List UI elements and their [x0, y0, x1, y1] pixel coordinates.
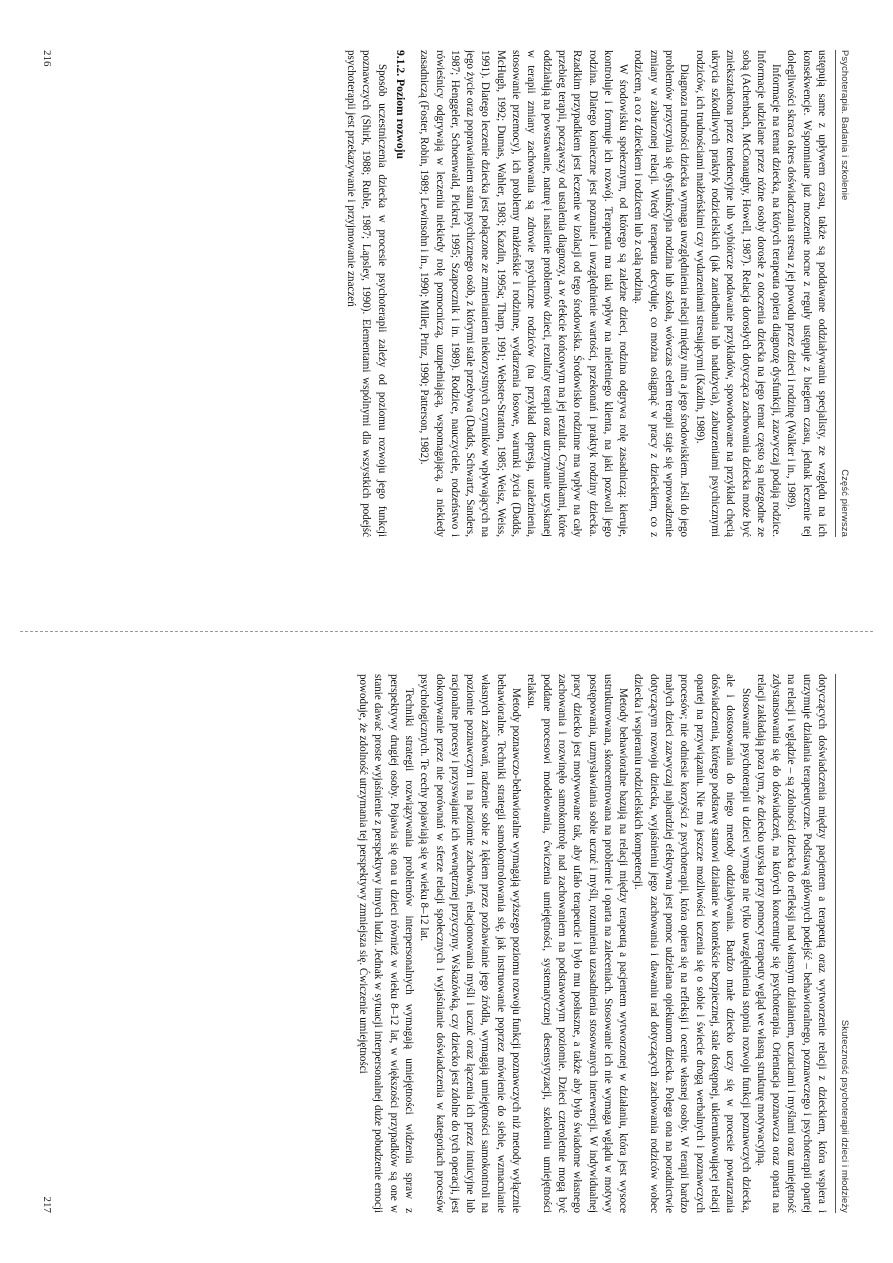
- paragraph: Informacje na temat dziecka, na których terapeuta opiera diagnozę dysfunkcji, zazwyczaj podają rodzice. Informacje udzielane przez różne osoby dorosłe z otoczenia dziecka na jego temat często są niezgodne ze sobą (Achenbach, McConaughy, Howell, 1987). Relacja dorosłych dotycząca zachowania dziecka może być zniekształcona przez tendencyjne lub wybiórcze podawanie przykładów, spowodowane na przykład chęcią ukrycia szkodliwych praktyk rodzicielskich (jak zaniedbania lub nadużycia), zaburzeniami psychicznymi rodziców, ich trudnościami małżeńskimi czy wydarzeniami stresującymi (Kazdin, 1989).: [693, 50, 783, 537]
- page-number: 216: [41, 50, 53, 67]
- running-header: [837, 674, 851, 1213]
- header-rule: [835, 50, 836, 537]
- paragraph: Diagnoza trudności dziecka wymaga uwzględnienia relacji między nim a jego środowiskiem. Jeśli do jego problemów przyczynia się dysfunkcyjna rodzina lub szkoła, wówczas celem terapii staje się wprowadzenie zmiany w zaburzonej relacji. Wtedy terapeuta decyduje, co można osiągnąć w pracy z dzieckiem, co z rodzicem, a co z dzieckiem i rodzicem lub z całą rodziną.: [632, 50, 691, 537]
- page-body: [59, 674, 829, 1213]
- paragraph: Metody poznawczo-behawioralne wymagają wyższego poziomu rozwoju funkcji poznawczych niż metody wyłącznie behawioralne. Techniki strategii samokontrolowania się, jak instruowanie poprzez mówienie do siebie, wzmacnianie własnych zachowań, radzenie sobie z lękiem przez pozbawianie jego źródła, wymagają umiejętności samokontroli na poziomie poznawczym i na poziomie zachowań, relacjonowania myśli i uczuć oraz łączenia ich przez intuicyjne lub racjonalne procesy i przyswajanie ich wewnętrznej przyczyny. Wskazówką, czy dziecko jest zdolne do tych operacji, jest dokonywanie przez nie porównań w sferze relacji społecznych i wyjaśnianie doświadczenia w kategoriach procesów psychologicznych. Te cechy pojawiają się w wieku 8–12 lat.: [418, 674, 523, 1213]
- page-body: [69, 50, 829, 537]
- paragraph: Metody behawioralne bazują na relacji między terapeutą a pacjentem wytworzonej w działaniu, która jest wysoce ustrukturowana, skoncentrowana na problemie i oparta na zaleceniach. Stosowanie ich nie wymaga wglądu w motywy postępowania, uzmysławiania sobie uczuć i myśli, rozumienia uzasadnienia stosowanych interwencji. W indywidualnej pracy dziecko jest motywowane tak, aby ufało terapeucie i było mu posłuszne, a także aby było świadome własnego zachowania i rozwinęło samokontrolę nad zachowaniem na podstawowym poziomie. Dzieci czteroletnie mogą być poddane procesowi modelowania, ćwiczenia umiejętności, systematycznej desensytyzacji, szkoleniu umiejętności relaksu.: [525, 674, 630, 1213]
- paragraph: ustępują same z upływem czasu, także są poddawane oddziaływaniu specjalisty, ze względu na ich konsekwencje. Wspomniane już moczenie nocne z reguły ustępuje z biegiem czasu, jednak leczenie tej dolegliwości skraca okres doświadczania stresu z jej powodu przez dzieci i rodzinę (Walker i in., 1989).: [785, 50, 828, 537]
- page-number: 217: [41, 1196, 53, 1213]
- section-heading: 9.1.2. Poziom rozwoju: [393, 50, 407, 159]
- running-header-title: Skuteczność psychoterapii dzieci i młodzieży: [840, 1019, 851, 1213]
- running-header-part: Część pierwsza: [840, 469, 851, 537]
- running-header: [837, 50, 851, 537]
- paragraph: Techniki strategii rozwiązywania problemów interpersonalnych wymagają umiejętności widzenia spraw z perspektywy drugiej osoby. Pojawia się ona u dzieci również w wieku 8–12 lat, w większości przypadków są one w stanie dawać proste wyjaśnienie z perspektywy innych ludzi. Jednak w sytuacji interpersonalnej duże pobudzenie emocji powoduje, że zdolność utrzymania tej perspektywy zmniejsza się. Ćwiczenie umiejętności: [357, 674, 415, 1213]
- running-header-title: Psychoterapia. Badania i szkolenie: [840, 50, 851, 201]
- paragraph: W środowisku społecznym, od którego są zależne dzieci, rodzina odgrywa rolę zasadniczą: kieruje, kontroluje i formuje ich rozwój. Terapeuta ma taki wpływ na nieletniego klienta, na jaki pozwoli jego rodzina. Dlatego konieczne jest poznanie i uwzględnienie wartości, przekonań i praktyk rodziny dziecka. Rzadkim przypadkiem jest leczenie w izolacji od tego środowiska. Środowisko rodzinne ma wpływ na cały przebieg terapii, począwszy od ustalenia diagnozy, a w efekcie końcowym na jej rezultat. Czynnikami, które oddziałują na powstawanie, naturę i nasilenie problemów dzieci, rezultaty terapii oraz utrzymanie uzyskanej w terapii zmiany zachowania są zdrowie psychiczne rodziców (na przykład depresja, uzależnienia, stosowanie przemocy), ich problemy małżeńskie i rodzinne, wydarzenia losowe, warunki życia (Dadds, McHugh, 1992; Dumas, Wahler, 1983; Kazdin, 1995a; Tharp, 1991; Webster-Stratton, 1985; Weisz, Weiss, 1991). Dlatego leczenie dziecka jest połączone ze zmienianiem niekorzystnych czynników wpływających na jego życie oraz poprawianiem stanu psychicznego osób, z którymi stale przebywa (Dadds, Schwartz, Sanders, 1987; Henggeler, Schoenwald, Pickrel, 1995; Szapocznik i in. 1989). Rodzice, nauczyciele, rodzeństwo i rówieśnicy odgrywają w leczeniu niekiedy rolę pomocniczą, uzupełniającą, wspomagającą, a niekiedy zasadniczą (Foster, Robin, 1989; Lewinsohn i in., 1990; Miller, Prinz, 1990; Patterson, 1982).: [418, 50, 630, 537]
- paragraph: Stosowanie psychoterapii u dzieci wymaga nie tylko uwzględnienia stopnia rozwoju funkcji poznawczych dziecka, ale i dostosowania do niego metody oddziaływania. Bardzo małe dziecko uczy się w procesie powtarzania doświadczenia, którego podstawę stanowi działanie w kontekście bezpiecznej, stale dostępnej, ukierunkowującej relacji opartej na przywiązaniu. Nie ma jeszcze możliwości uczenia się o sobie i świecie drogą werbalnych i poznawczych procesów; nie odniesie korzyści z psychoterapii, która opiera się na refleksji i ocenie własnej osoby. W terapii bardzo małych dzieci zazwyczaj najbardziej efektywna jest pomoc udzielana opiekunom dziecka. Polega ona na poradnictwie dotyczącym rozwoju dziecka, wyjaśnieniu jego zachowania i dawaniu rad dotyczących zachowania rodziców wobec dziecka i wspieraniu rodzicielskich kompetencji.: [632, 674, 752, 1213]
- header-rule: [835, 674, 836, 1213]
- paragraph: dotyczących doświadczenia między pacjentem a terapeutą oraz wytworzenie relacji z dzieckiem, która wspiera i utrzymuje działania terapeutyczne. Podstawą głównych podejść – behawioralnego, poznawczego i psychoterapii opartej na relacji i wglądzie – są zdolności dziecka do refleksji nad własnym działaniem, uczuciami i myślami oraz umiejętność zdystansowania się do doświadczeń, na których koncentruje się psychoterapia. Orientacja poznawcza oraz oparta na relacji zakładają poza tym, że dziecko uzyska przy pomocy terapeuty wgląd we własną strukturę motywacyjną.: [754, 674, 828, 1213]
- paragraph: Sposób uczestniczenia dziecka w procesie psychoterapii zależy od poziomu rozwoju jego funkcji poznawczych (Shirk, 1988; Ruble, 1987; Lapsley, 1990). Elementami wspólnymi dla wszystkich podejść psychoterapii jest przekazywanie i przyjmowanie znaczeń: [345, 50, 388, 537]
- left-page: [0, 0, 893, 631]
- right-page: [0, 632, 893, 1263]
